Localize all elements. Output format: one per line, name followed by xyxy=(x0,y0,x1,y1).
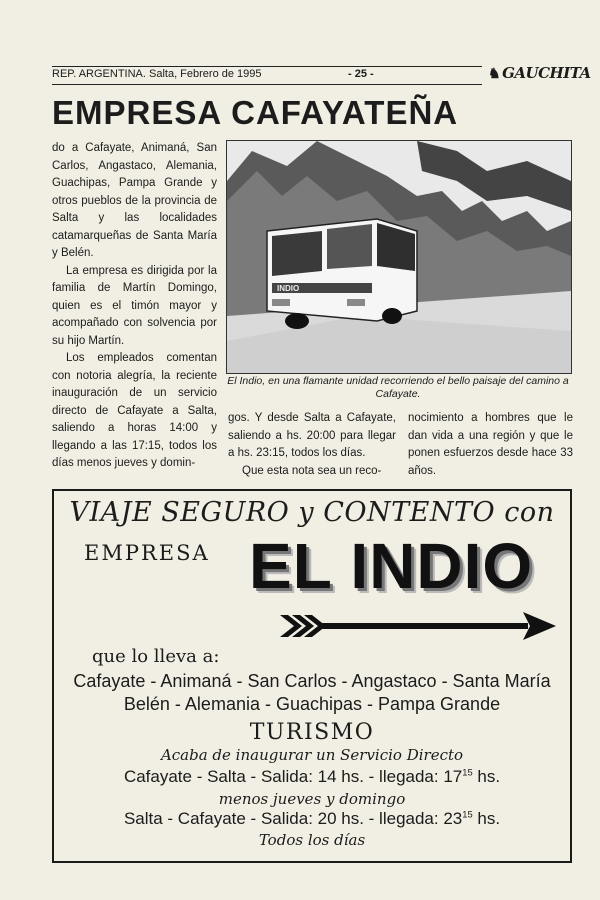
page-header xyxy=(52,64,591,86)
ad-route-1: Cafayate - Salta - Salida: 14 hs. - llegada: $17^{15}$ hs. xyxy=(123,767,501,786)
paragraph: Los empleados comentan con notoria alegría, la reciente inauguración de un servicio directo de Cafayate a Salta, saliendo a horas 14:00 y llegando a las 17:15, todos los días menos jueves y domin- xyxy=(52,352,217,469)
paragraph: La empresa es dirigida por la familia de Martín Domingo, quien es el timón mayor y acompañado con solvencia por su hijo Martín. xyxy=(52,264,217,347)
ad-brand-name: EL INDIO xyxy=(249,530,534,602)
gaucho-icon: ♞ xyxy=(488,66,501,82)
advertisement xyxy=(52,489,572,863)
ad-route-1-note: menos jueves y domingo xyxy=(218,790,406,808)
svg-text:INDIO: INDIO xyxy=(277,284,300,293)
article-title: EMPRESA CAFAYATEÑA xyxy=(52,94,459,131)
page-number: - 25 - xyxy=(348,68,374,80)
paragraph: Que esta nota sea un reco- xyxy=(242,464,382,477)
ad-destinations-line-2: Belén - Alemania - Guachipas - Pampa Grande xyxy=(123,694,501,714)
photo-caption: El Indio, en una flamante unidad recorriendo el bello paisaje del camino a Cafayate. xyxy=(227,375,569,400)
ad-route-2-note: Todos los días xyxy=(258,831,366,849)
ad-empresa-label: EMPRESA xyxy=(84,541,210,565)
arrow-icon xyxy=(278,609,558,643)
publication-logo: ♞ GAUCHITA xyxy=(488,64,591,82)
ad-turismo: TURISMO xyxy=(249,720,375,745)
article-column-1 xyxy=(52,140,217,473)
ad-destinations-intro: que lo lleva a: xyxy=(92,646,220,667)
article-column-2 xyxy=(228,410,396,480)
bus-photo xyxy=(226,140,572,374)
bus-photo-illustration xyxy=(227,141,571,373)
ad-destinations-line-1: Cafayate - Animaná - San Carlos - Angastaco - Santa María xyxy=(73,671,551,691)
paragraph: gos. Y desde Salta a Cafayate, saliendo a hs. 20:00 para llegar a hs. 23:15, todos los días. xyxy=(228,412,396,459)
paragraph: do a Cafayate, Animaná, San Carlos, Angastaco, Alemania, Guachipas, Pampa Grande y otros pueblos de la provincia de Salta y las localidades catamarqueñas de Santa María y Belén. xyxy=(52,142,217,259)
ad-new-service: Acaba de inaugurar un Servicio Directo xyxy=(160,746,464,764)
ad-route-2: Salta - Cafayate - Salida: 20 hs. - llegada: $23^{15}$ hs. xyxy=(123,809,501,828)
header-location-date: REP. ARGENTINA. Salta, Febrero de 1995 xyxy=(52,68,262,80)
ad-headline: VIAJE SEGURO y CONTENTO con xyxy=(69,497,555,528)
paragraph: nocimiento a hombres que le dan vida a una región y que le ponen esfuerzos desde hace 33 años. xyxy=(408,412,573,477)
article-column-3 xyxy=(408,410,573,480)
